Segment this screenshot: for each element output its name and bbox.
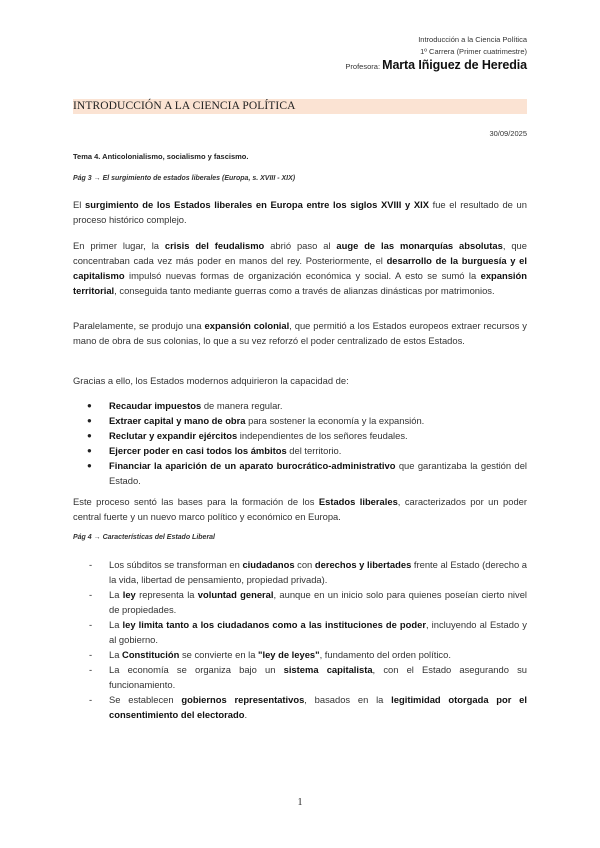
text: que garantizaba la gestión del Estado. [109,460,527,486]
list-item [73,647,527,662]
dash-icon: - [89,664,93,675]
text: , con el Estado asegurando su funcionamiento. [109,664,527,690]
text: La economía se organiza bajo un [109,664,284,675]
text: La [109,589,123,600]
professor-label: Profesora: [345,62,381,71]
paragraph-1 [73,197,527,227]
professor-name: Marta Iñiguez de Heredia [382,58,527,72]
bold-text: expansión colonial [204,320,290,331]
text: , que concentraban cada vez más poder en manos del rey. Posteriormente, el [73,240,527,266]
text: En primer lugar, la [73,240,165,251]
bold-text: Constitución [122,649,180,660]
text: impulsó nuevas formas de organización económica y social. A esto se sumó la [124,270,481,281]
text: , fundamento del orden político. [319,649,451,660]
page-number: 1 [297,797,303,808]
list-item [73,617,527,647]
bold-text: Ejercer poder en casi todos los ámbitos [109,445,287,456]
text: Se establecen [109,694,182,705]
list-item [73,458,527,488]
text: independientes de los señores feudales. [237,430,408,441]
text: frente al Estado (derecho a la vida, libertad de pensamiento, propiedad privada). [109,559,527,585]
professor-line [345,58,527,74]
text: se convierte en la [179,649,259,660]
text: , aunque en un inicio solo para quienes poseían cierto nivel de propiedades. [109,589,527,615]
paragraph-2 [73,238,527,298]
text: del territorio. [286,445,342,456]
bold-text: Estados liberales [318,496,398,507]
paragraph-3 [73,318,527,348]
paragraph-5 [73,494,527,524]
text: fue el resultado de un proceso histórico complejo. [73,199,527,225]
bold-text: Financiar la aparición de un aparato burocrático-administrativo [109,460,396,471]
text: , conseguida tanto mediante guerras como a través de alianzas dinásticas por matrimonios. [114,285,495,296]
bullet-icon: ● [87,401,92,410]
dash-icon: - [89,559,93,570]
bold-text: "ley de leyes" [258,649,320,660]
text: . [244,709,248,720]
bold-text: surgimiento de los Estados liberales en Europa entre los siglos XVIII y XIX [85,199,429,210]
list-item [73,662,527,692]
bullet-icon: ● [87,446,92,455]
text: representa la [135,589,198,600]
text: Paralelamente, se produjo una [73,320,205,331]
text: , basados en la [304,694,392,705]
text: El [73,199,85,210]
text: , que permitió a los Estados europeos extraer recursos y mano de obra de sus colonias, lo que a su vez reforzó el poder centralizado de estos Estados. [73,320,527,346]
list-item [73,428,527,443]
capabilities-list [73,398,527,488]
list-item [73,587,527,617]
characteristics-list [73,557,527,722]
text: , caracterizados por un poder central fuerte y un nuevo marco político y económico en Europa. [73,496,527,522]
list-item [73,557,527,587]
bullet-icon: ● [87,461,92,470]
document-date: 30/09/2025 [489,129,527,138]
bold-text: derechos y libertades [314,559,412,570]
list-item [73,692,527,722]
bold-text: expansión territorial [73,270,527,296]
bold-text: legitimidad otorgada por el consentimiento del electorado [109,694,528,720]
dash-icon: - [89,694,93,705]
bullet-icon: ● [87,416,92,425]
course-name: Introducción a la Ciencia Política [418,35,527,44]
bold-text: voluntad general [197,589,274,600]
bold-text: Extraer capital y mano de obra [109,415,246,426]
section-heading-pag3: Pág 3 → El surgimiento de estados liberales (Europa, s. XVIII - XIX) [73,175,296,182]
text: La [109,649,123,660]
text: para sostener la economía y la expansión. [245,415,425,426]
list-item [73,413,527,428]
list-item [73,443,527,458]
bold-text: ley [122,589,136,600]
course-year: 1º Carrera (Primer cuatrimestre) [420,47,527,56]
text: con [294,559,315,570]
bold-text: crisis del feudalismo [164,240,265,251]
text: Este proceso sentó las bases para la formación de los [73,496,319,507]
bold-text: Reclutar y expandir ejércitos [109,430,238,441]
bold-text: sistema capitalista [283,664,373,675]
paragraph-4: Gracias a ello, los Estados modernos adquirieron la capacidad de: [73,375,349,386]
dash-icon: - [89,649,93,660]
document-header [345,34,527,74]
dash-icon: - [89,619,93,630]
text: Los súbditos se transforman en [109,559,243,570]
bullet-icon: ● [87,431,92,440]
bold-text: ciudadanos [242,559,295,570]
text: abrió paso al [264,240,337,251]
dash-icon: - [89,589,93,600]
title-bar [73,99,527,114]
bold-text: Recaudar impuestos [109,400,202,411]
list-item [73,398,527,413]
text: La [109,619,123,630]
bold-text: ley limita tanto a los ciudadanos como a las instituciones de poder [122,619,426,630]
text: , incluyendo al Estado y al gobierno. [109,619,527,645]
bold-text: desarrollo de la burguesía y el capitalismo [73,255,527,281]
bold-text: auge de las monarquías absolutas [336,240,503,251]
text: de manera regular. [201,400,283,411]
topic-heading: Tema 4. Anticolonialismo, socialismo y fascismo. [73,152,249,161]
bold-text: gobiernos representativos [181,694,305,705]
section-heading-pag4: Pág 4 → Características del Estado Liberal [73,534,216,541]
document-title: INTRODUCCIÓN A LA CIENCIA POLÍTICA [73,100,296,112]
